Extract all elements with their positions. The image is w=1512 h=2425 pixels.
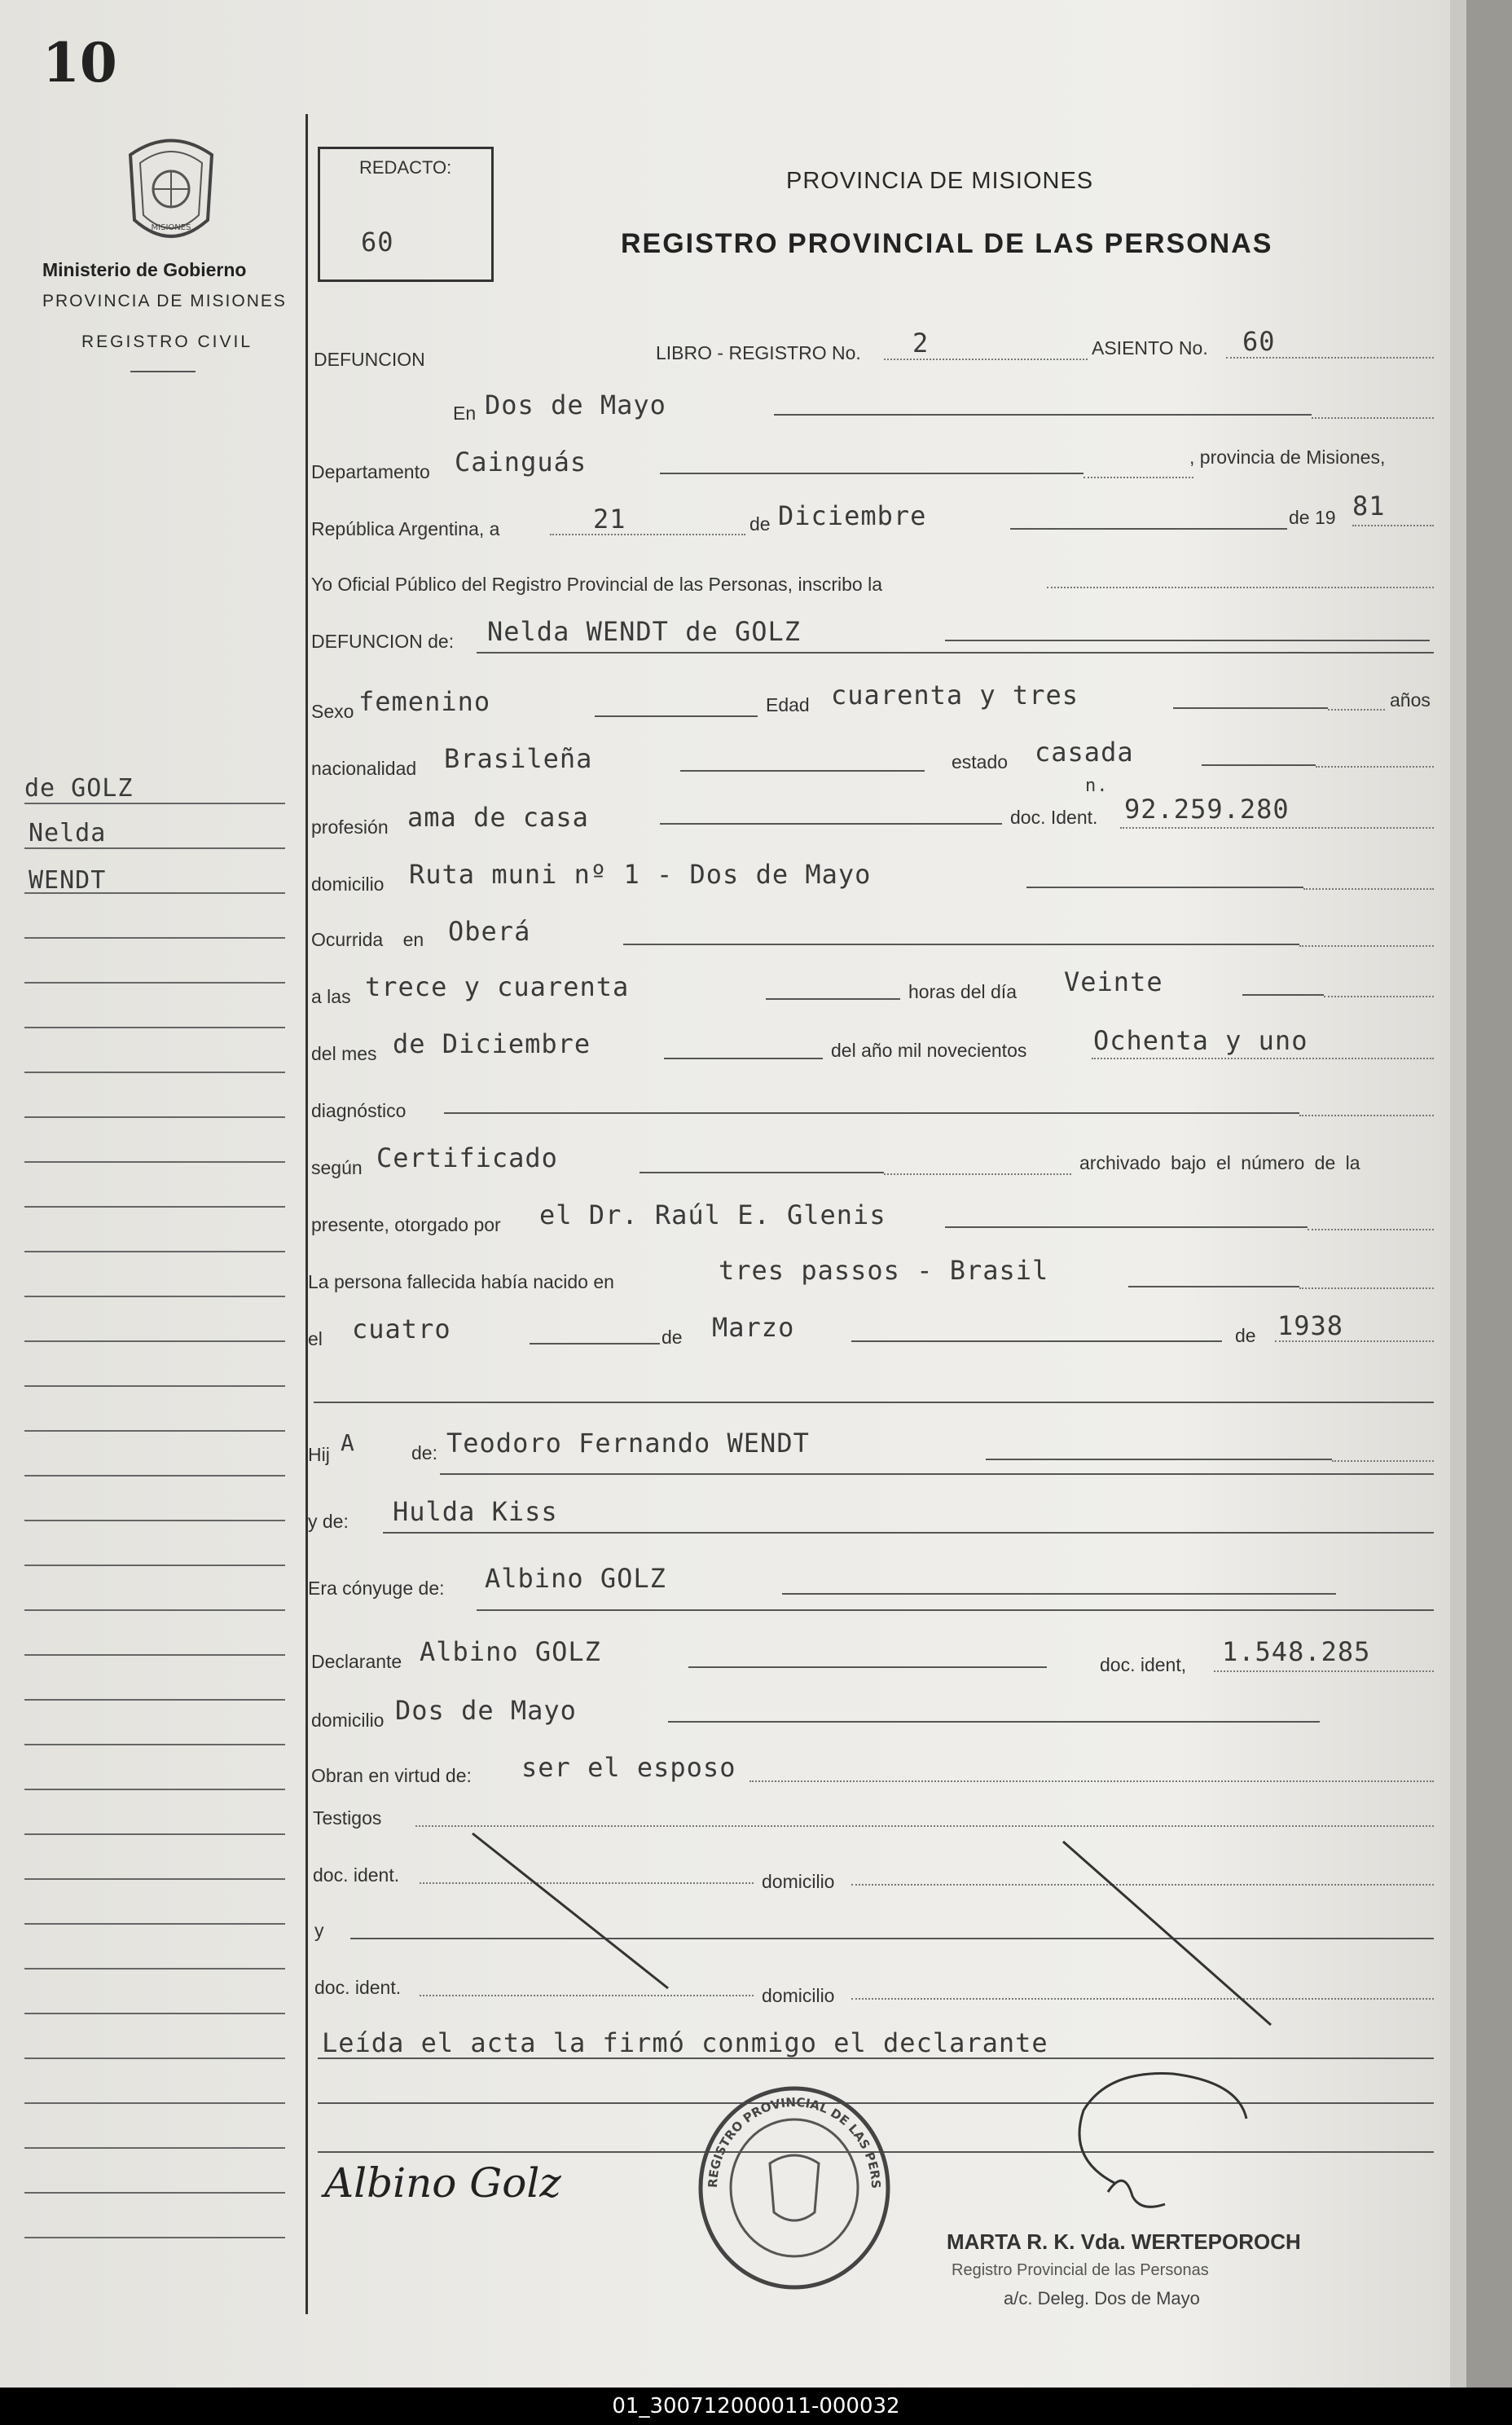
witness-strike-lines: [456, 1825, 1287, 2037]
declarante-signature: Albino Golz: [324, 2159, 561, 2207]
redacto-box: [318, 147, 494, 282]
declarante-line: [688, 1666, 1047, 1668]
segun-line: [640, 1172, 884, 1173]
diagnostico-line: [444, 1112, 1299, 1114]
margin-line: [24, 1923, 285, 1925]
margin-line: [24, 1027, 285, 1028]
en-line: [774, 414, 1312, 416]
domicilio-value: Ruta muni nº 1 - Dos de Mayo: [409, 859, 872, 890]
anio2-value: 1938: [1277, 1310, 1344, 1341]
doc-n-mark: n.: [1085, 776, 1109, 796]
official-stamp-name: MARTA R. K. Vda. WERTEPOROCH: [947, 2229, 1301, 2254]
margin-line: [24, 1475, 285, 1477]
margin-line: [24, 1833, 285, 1835]
ministry-registro-civil: REGISTRO CIVIL: [81, 332, 253, 351]
t-dom-label: domicilio: [762, 1871, 835, 1892]
declarante-label: Declarante: [311, 1651, 402, 1672]
margin-line: [24, 982, 285, 984]
departamento-value: Cainguás: [455, 447, 587, 478]
hija-de-label: de:: [411, 1442, 437, 1463]
conyuge-underline: [477, 1609, 1434, 1611]
margin-line: [24, 803, 285, 804]
mes2-value: Marzo: [712, 1312, 795, 1343]
decl-doc-label: doc. ident,: [1100, 1654, 1187, 1675]
horas-dotline: [1324, 996, 1434, 997]
margin-line: [24, 1251, 285, 1252]
ocurrida-dotline: [1299, 945, 1434, 947]
decl-doc-line: [1214, 1670, 1434, 1672]
nacionalidad-label: nacionalidad: [311, 758, 417, 779]
doc-line: [1120, 827, 1434, 829]
domicilio-line: [1026, 887, 1303, 888]
margin-line: [24, 1609, 285, 1611]
margin-line: [24, 1206, 285, 1208]
en-dotline: [1312, 417, 1434, 419]
decl-dom-value: Dos de Mayo: [395, 1695, 577, 1726]
sexo-label: Sexo: [311, 701, 354, 722]
padre-underline: [440, 1473, 1434, 1475]
a-las-line: [766, 998, 900, 1000]
margin-line: [24, 1161, 285, 1163]
el-value: cuatro: [352, 1314, 451, 1345]
estado-value: casada: [1035, 737, 1134, 768]
anio-mil-label: del año mil novecientos: [831, 1040, 1027, 1061]
margin-line: [24, 2058, 285, 2059]
nacido-dotline: [1299, 1287, 1434, 1289]
margin-line: [24, 1340, 285, 1342]
domicilio-dotline: [1303, 888, 1434, 890]
svg-text:MISIONES: MISIONES: [151, 223, 191, 232]
conyuge-value: Albino GOLZ: [485, 1563, 666, 1594]
anio-value: 81: [1352, 491, 1386, 522]
registro-title: REGISTRO PROVINCIAL DE LAS PERSONAS: [621, 228, 1273, 259]
difunto-underline: [477, 652, 1434, 654]
margin-note-2: Nelda: [29, 819, 107, 847]
asiento-label: ASIENTO No.: [1092, 337, 1208, 359]
difunto-line: [945, 640, 1430, 641]
ocurrida-line: [623, 944, 1299, 945]
padre-value: Teodoro Fernando WENDT: [446, 1428, 810, 1459]
estado-dotline: [1316, 766, 1434, 768]
page-edge-shadow: [1466, 0, 1512, 2388]
republica-label: República Argentina, a: [311, 518, 500, 539]
page-edge: [1450, 0, 1468, 2388]
anio-line: [1352, 525, 1434, 526]
margin-line: [24, 2102, 285, 2104]
margin-line: [24, 1430, 285, 1432]
segun-value: Certificado: [376, 1142, 558, 1173]
blank-line: [314, 1402, 1434, 1403]
segun-label: según: [311, 1157, 363, 1178]
edad-line: [1173, 707, 1328, 709]
diagnostico-dotline: [1299, 1115, 1434, 1116]
margin-line: [24, 1744, 285, 1745]
madre-line: [383, 1532, 1434, 1534]
margin-line: [24, 1072, 285, 1073]
t-dom2-label: domicilio: [762, 1985, 835, 2006]
horas-value: Veinte: [1064, 966, 1163, 997]
en-label: En: [453, 403, 477, 424]
margin-line: [24, 1789, 285, 1790]
conyuge-line: [782, 1593, 1336, 1595]
edad-label: Edad: [766, 694, 810, 715]
mes-line: [1010, 528, 1287, 530]
profesion-label: profesión: [311, 816, 389, 838]
mes-value: Diciembre: [778, 500, 927, 531]
oficial-line: [1047, 587, 1434, 588]
hija-label: Hij: [308, 1444, 330, 1465]
mes2-line: [851, 1340, 1222, 1342]
profesion-value: ama de casa: [407, 802, 589, 833]
province-heading: PROVINCIA DE MISIONES: [786, 168, 1094, 194]
del-mes-line: [664, 1058, 823, 1059]
profesion-line: [660, 823, 1002, 825]
round-seal-icon: [692, 2082, 896, 2294]
margin-note-3: WENDT: [29, 866, 107, 895]
departamento-label: Departamento: [311, 461, 430, 482]
el-label: el: [308, 1328, 323, 1349]
redacto-value: 60: [361, 227, 394, 257]
ministry-seal-icon: [114, 130, 228, 253]
margin-line: [24, 1520, 285, 1521]
presente-label: presente, otorgado por: [311, 1214, 501, 1235]
madre-value: Hulda Kiss: [393, 1496, 558, 1527]
ministry-divider: [130, 371, 196, 372]
margin-line: [24, 2192, 285, 2194]
official-stamp-deleg: a/c. Deleg. Dos de Mayo: [1004, 2288, 1200, 2308]
oficial-text: Yo Oficial Público del Registro Provincial de las Personas, inscribo la: [311, 574, 882, 595]
libro-line: [884, 359, 1088, 360]
margin-note-1: de GOLZ: [24, 774, 134, 803]
obran-value: ser el esposo: [521, 1752, 736, 1783]
t-y-label: y: [314, 1920, 324, 1941]
estado-line: [1202, 764, 1316, 766]
edad-dotline: [1328, 709, 1385, 711]
hija-suffix: A: [341, 1429, 355, 1456]
horas-line: [1242, 994, 1324, 996]
svg-text:REGISTRO PROVINCIAL DE LAS PER: REGISTRO PROVINCIAL DE LAS PERS: [705, 2094, 884, 2190]
presente-value: el Dr. Raúl E. Glenis: [539, 1199, 886, 1230]
provincia-suffix: , provincia de Misiones,: [1189, 447, 1386, 468]
de-label: de: [749, 513, 771, 535]
margin-line: [24, 1654, 285, 1656]
a-las-value: trece y cuarenta: [365, 971, 630, 1002]
domicilio-label: domicilio: [311, 874, 385, 895]
margin-line: [24, 2147, 285, 2149]
margin-line: [24, 1699, 285, 1701]
de2-label: de: [662, 1327, 683, 1348]
t-doc-label: doc. ident.: [313, 1864, 400, 1886]
nacionalidad-value: Brasileña: [444, 743, 593, 774]
margin-line: [24, 1296, 285, 1297]
de3-label: de: [1235, 1325, 1256, 1346]
ministry-province: PROVINCIA DE MISIONES: [42, 292, 287, 310]
el-line: [530, 1343, 660, 1345]
ministry-name: Ministerio de Gobierno: [42, 259, 247, 280]
margin-vertical-line: [305, 114, 308, 2314]
margin-line: [24, 1878, 285, 1880]
defuncion-de-label: DEFUNCION de:: [311, 631, 455, 652]
margin-line: [24, 847, 285, 849]
margin-line: [24, 1116, 285, 1118]
nacionalidad-line: [680, 770, 925, 772]
doc-value: 92.259.280: [1124, 794, 1290, 825]
margin-line: [24, 1385, 285, 1387]
margin-line: [24, 2013, 285, 2014]
edad-value: cuarenta y tres: [831, 680, 1079, 711]
nacido-line: [1128, 1286, 1299, 1287]
en-value: Dos de Mayo: [485, 389, 666, 420]
asiento-line: [1226, 357, 1434, 359]
libro-value: 2: [912, 328, 930, 359]
y-de-label: y de:: [308, 1511, 349, 1532]
decl-doc-value: 1.548.285: [1222, 1636, 1371, 1667]
padre-line: [986, 1459, 1332, 1460]
declarante-value: Albino GOLZ: [420, 1636, 601, 1667]
page-number: 10: [42, 31, 117, 95]
a-las-label: a las: [311, 986, 351, 1007]
obran-line: [749, 1780, 1434, 1782]
dia-value: 21: [593, 504, 626, 535]
dia-line: [550, 534, 745, 535]
decl-dom-line: [668, 1721, 1320, 1723]
sexo-line: [595, 715, 758, 717]
official-signature: [1051, 2062, 1279, 2216]
sexo-value: femenino: [358, 686, 491, 717]
testigos-label: Testigos: [313, 1807, 382, 1829]
anio2-line: [1275, 1340, 1434, 1342]
del-mes-label: del mes: [311, 1043, 377, 1064]
anios-label: años: [1390, 689, 1431, 711]
ocurrida-value: Oberá: [448, 916, 531, 947]
del-mes-value: de Diciembre: [393, 1028, 591, 1059]
image-id-footer: 01_300712000011-000032: [0, 2388, 1512, 2425]
horas-label: horas del día: [908, 981, 1017, 1002]
leida-text: Leída el acta la firmó conmigo el declarante: [322, 2027, 1048, 2058]
obran-label: Obran en virtud de:: [311, 1765, 472, 1786]
padre-dotline: [1332, 1460, 1434, 1462]
decl-dom-label: domicilio: [311, 1710, 385, 1731]
official-stamp-role: Registro Provincial de las Personas: [952, 2261, 1209, 2279]
presente-line: [945, 1226, 1308, 1228]
ocurrida-label: Ocurrida en: [311, 929, 424, 950]
diagnostico-label: diagnóstico: [311, 1100, 407, 1121]
margin-line: [24, 1565, 285, 1566]
t-doc2-label: doc. ident.: [314, 1977, 402, 1998]
leida-line: [318, 2058, 1434, 2059]
doc-ident-label: doc. Ident.: [1010, 807, 1098, 828]
archivado-label: archivado bajo el número de la: [1079, 1152, 1360, 1173]
anio-prefix: de 19: [1289, 507, 1336, 528]
departamento-line: [660, 473, 1083, 474]
margin-line: [24, 892, 285, 894]
difunto-value: Nelda WENDT de GOLZ: [487, 616, 802, 647]
margin-line: [24, 1968, 285, 1969]
segun-dotline: [884, 1173, 1071, 1175]
departamento-dotline: [1083, 477, 1193, 478]
margin-line: [24, 937, 285, 939]
presente-dotline: [1308, 1229, 1434, 1230]
nacido-value: tres passos - Brasil: [719, 1255, 1049, 1286]
conyuge-label: Era cónyuge de:: [308, 1578, 445, 1599]
margin-line: [24, 2237, 285, 2238]
anio-mil-value: Ochenta y uno: [1093, 1025, 1308, 1056]
libro-label: LIBRO - REGISTRO No.: [656, 342, 861, 363]
anio-mil-line: [1092, 1058, 1434, 1059]
defuncion-title: DEFUNCION: [314, 349, 425, 370]
asiento-value: 60: [1242, 326, 1276, 357]
redacto-label: REDACTO:: [359, 157, 452, 178]
nacido-label: La persona fallecida había nacido en: [308, 1271, 614, 1292]
estado-label: estado: [952, 751, 1009, 772]
